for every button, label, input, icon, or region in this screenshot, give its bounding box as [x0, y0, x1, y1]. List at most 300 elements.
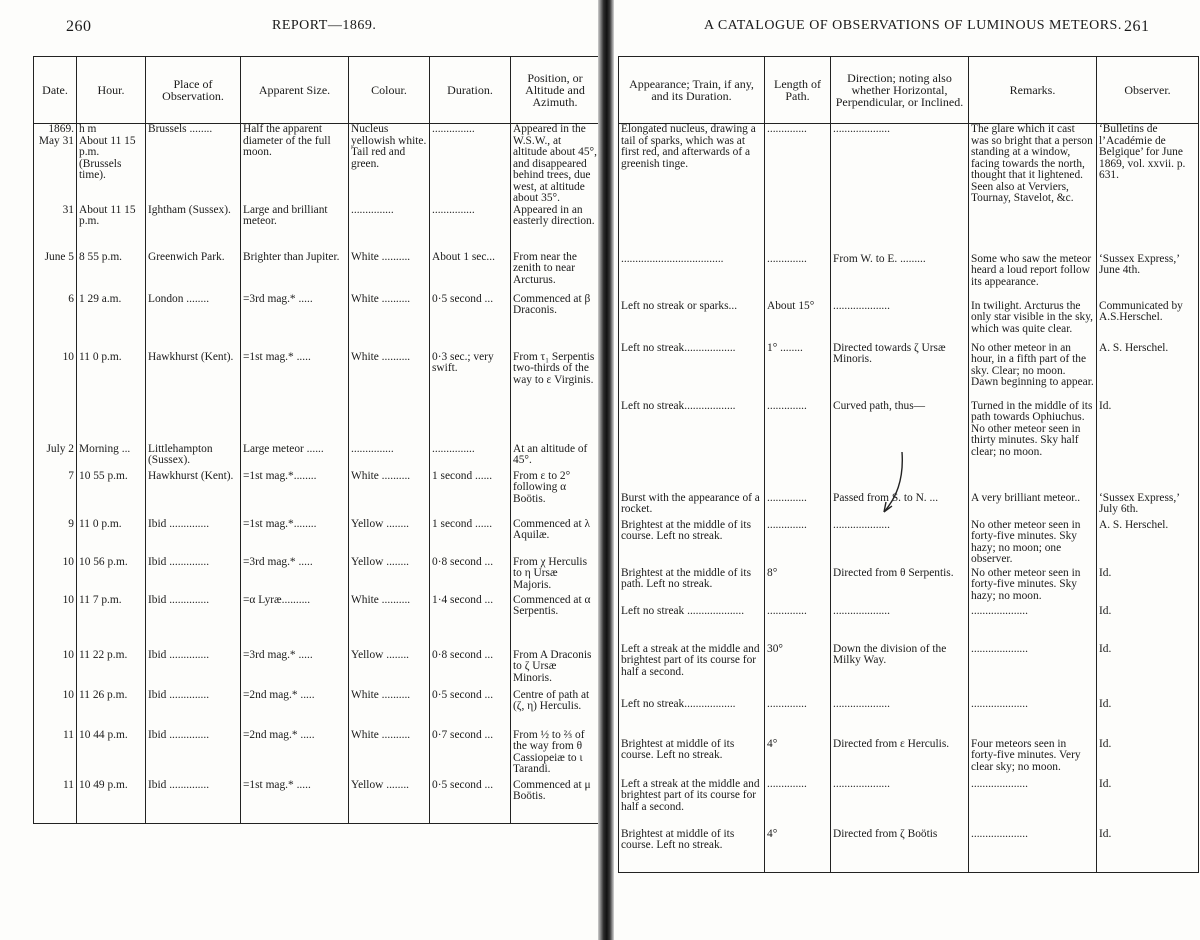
left-cell-date: [34, 444, 77, 471]
left-cell-hour: [77, 471, 146, 519]
right-cell-observer: [1097, 644, 1199, 699]
left-cell-colour: [349, 471, 430, 519]
left-cell-size: [241, 352, 349, 444]
right-cell-observer: [1097, 699, 1199, 739]
left-cell-colour: [349, 780, 430, 824]
right-cell-length: [765, 699, 831, 739]
left-text-place: Hawkhurst (Kent).: [148, 470, 234, 482]
left-cell-size: [241, 557, 349, 595]
right-cell-length: [765, 739, 831, 779]
right-text-observer: ‘Sussex Express,’ July 6th.: [1099, 492, 1180, 515]
left-cell-date: [34, 730, 77, 780]
left-cell-duration: [430, 352, 511, 444]
right-cell-observer: [1097, 301, 1199, 343]
right-cell-appearance: [619, 520, 765, 568]
left-cell-place: [146, 252, 241, 294]
right-cell-direction: [831, 343, 969, 401]
left-text-date: 10: [62, 351, 74, 363]
right-text-appearance: Elongated nucleus, drawing a tail of sparks, which was at first red, and afterwards of a greenish tinge.: [621, 123, 756, 170]
left-cell-colour: [349, 650, 430, 690]
right-cell-observer: [1097, 343, 1199, 401]
left-text-size: Large meteor ......: [243, 443, 324, 455]
right-cell-direction: [831, 699, 969, 739]
right-cell-direction: [831, 829, 969, 873]
left-cell-date: [34, 650, 77, 690]
left-cell-hour: [77, 294, 146, 352]
right-text-appearance: Brightest at the middle of its path. Left no streak.: [621, 567, 752, 590]
left-text-date: 10: [62, 594, 74, 606]
left-cell-size: [241, 650, 349, 690]
right-cell-length: [765, 254, 831, 301]
left-text-colour: White ..........: [351, 251, 411, 263]
right-cell-remarks: [969, 254, 1097, 301]
left-cell-duration: [430, 444, 511, 471]
right-text-length: ..............: [767, 778, 807, 790]
left-text-date: 11: [63, 729, 74, 741]
left-text-hour: About 11 15 p.m.: [79, 204, 136, 227]
left-cell-size: [241, 294, 349, 352]
left-row: [34, 444, 600, 471]
left-cell-place: [146, 780, 241, 824]
right-text-observer: Id.: [1099, 643, 1112, 655]
right-cell-direction: [831, 124, 969, 254]
right-text-remarks: No other meteor in an hour, in a fifth part of the sky. Clear; no moon. Dawn beginning to appear.: [971, 342, 1094, 388]
right-text-remarks: ....................: [971, 828, 1028, 840]
right-text-observer: Id.: [1099, 605, 1112, 617]
right-text-direction: Directed from ζ Boötis: [833, 828, 938, 840]
right-cell-length: [765, 829, 831, 873]
left-row: [34, 650, 600, 690]
right-text-remarks: A very brilliant meteor..: [971, 492, 1081, 504]
left-text-colour: Nucleus yellowish white. Tail red and green.: [351, 123, 427, 170]
right-row: [619, 254, 1199, 301]
right-text-length: ..............: [767, 492, 807, 504]
right-text-length: About 15°: [767, 300, 815, 312]
left-cell-date: [34, 780, 77, 824]
left-cell-date: [34, 352, 77, 444]
col-header-date: Date.: [34, 57, 77, 124]
left-row: [34, 780, 600, 824]
right-cell-remarks: [969, 124, 1097, 254]
left-cell-hour: [77, 124, 146, 205]
left-cell-place: [146, 557, 241, 595]
right-text-appearance: Left no streak ....................: [621, 605, 745, 617]
right-cell-remarks: [969, 644, 1097, 699]
col-header-direction: Direction; noting also whether Horizontal, Perpendicular, or Inclined.: [831, 57, 969, 124]
col-header-length: Length of Path.: [765, 57, 831, 124]
right-text-appearance: Brightest at the middle of its course. Left no streak.: [621, 519, 752, 542]
right-row: [619, 520, 1199, 568]
left-cell-date: [34, 595, 77, 650]
right-cell-observer: [1097, 401, 1199, 493]
left-cell-size: [241, 519, 349, 557]
right-cell-appearance: [619, 343, 765, 401]
right-text-appearance: Brightest at middle of its course. Left no streak.: [621, 828, 735, 851]
right-cell-length: [765, 343, 831, 401]
left-cell-hour: [77, 780, 146, 824]
left-cell-position: [511, 780, 600, 824]
right-text-direction: Directed from θ Serpentis.: [833, 567, 954, 579]
right-cell-direction: [831, 779, 969, 829]
left-cell-colour: [349, 205, 430, 252]
right-cell-appearance: [619, 779, 765, 829]
right-row: [619, 606, 1199, 644]
left-text-date: 6: [68, 293, 74, 305]
left-text-hour: 8 55 p.m.: [79, 251, 123, 263]
left-cell-position: [511, 730, 600, 780]
left-text-colour: White ..........: [351, 594, 411, 606]
left-header-row: [34, 57, 600, 124]
right-text-observer: Id.: [1099, 698, 1112, 710]
left-text-place: Littlehampton (Sussex).: [148, 443, 213, 466]
left-cell-date: [34, 252, 77, 294]
right-cell-remarks: [969, 520, 1097, 568]
right-text-remarks: ....................: [971, 643, 1028, 655]
left-text-date: 10: [62, 689, 74, 701]
right-text-direction: Directed towards ζ Ursæ Minoris.: [833, 342, 946, 365]
left-text-duration: 0·8 second ...: [432, 649, 494, 661]
right-cell-remarks: [969, 779, 1097, 829]
right-text-appearance: Left no streak..................: [621, 342, 736, 354]
left-text-position: Commenced at α Serpentis.: [513, 594, 591, 617]
right-cell-length: [765, 644, 831, 699]
left-row: [34, 730, 600, 780]
left-text-colour: White ..........: [351, 729, 411, 741]
right-cell-remarks: [969, 829, 1097, 873]
left-text-position: From χ Herculis to η Ursæ Majoris.: [513, 556, 588, 591]
right-text-direction: ....................: [833, 519, 890, 531]
running-head-left: REPORT—1869.: [272, 18, 377, 33]
right-text-remarks: No other meteor seen in forty-five minutes. Sky hazy; no moon; one observer.: [971, 519, 1081, 565]
left-text-duration: 0·5 second ...: [432, 779, 494, 791]
left-row: [34, 252, 600, 294]
left-cell-place: [146, 294, 241, 352]
left-cell-date: [34, 124, 77, 205]
col-header-observer: Observer.: [1097, 57, 1199, 124]
left-text-size: =3rd mag.* .....: [243, 556, 313, 568]
left-row: [34, 471, 600, 519]
right-text-observer: Id.: [1099, 738, 1112, 750]
col-header-duration: Duration.: [430, 57, 511, 124]
left-cell-place: [146, 519, 241, 557]
right-text-length: ..............: [767, 698, 807, 710]
left-row: [34, 690, 600, 730]
left-cell-position: [511, 650, 600, 690]
right-text-direction: ....................: [833, 605, 890, 617]
left-text-hour: 11 0 p.m.: [79, 518, 122, 530]
right-text-direction: Directed from ε Herculis.: [833, 738, 950, 750]
left-text-position: From A Draconis to ζ Ursæ Minoris.: [513, 649, 592, 684]
right-header-row: [619, 57, 1199, 124]
left-cell-size: [241, 595, 349, 650]
right-cell-direction: [831, 520, 969, 568]
left-row: [34, 205, 600, 252]
left-text-hour: Morning ...: [79, 443, 131, 455]
right-text-observer: A. S. Herschel.: [1099, 342, 1169, 354]
right-text-observer: Communicated by A.S.Herschel.: [1099, 300, 1183, 323]
right-cell-appearance: [619, 124, 765, 254]
right-cell-remarks: [969, 568, 1097, 606]
left-text-place: Ibid ..............: [148, 779, 210, 791]
left-cell-place: [146, 444, 241, 471]
right-text-length: ..............: [767, 605, 807, 617]
right-cell-remarks: [969, 301, 1097, 343]
left-text-hour: 10 49 p.m.: [79, 779, 128, 791]
left-cell-colour: [349, 352, 430, 444]
col-header-hour: Hour.: [77, 57, 146, 124]
right-text-direction: Down the division of the Milky Way.: [833, 643, 947, 666]
left-cell-date: [34, 557, 77, 595]
right-cell-observer: [1097, 254, 1199, 301]
right-cell-remarks: [969, 493, 1097, 520]
left-cell-duration: [430, 557, 511, 595]
left-text-date: 7: [68, 470, 74, 482]
left-cell-duration: [430, 780, 511, 824]
left-text-duration: 0·8 second ...: [432, 556, 494, 568]
left-text-date: 10: [62, 649, 74, 661]
left-cell-date: [34, 294, 77, 352]
right-text-appearance: Left no streak or sparks...: [621, 300, 738, 312]
left-text-size: =1st mag.*........: [243, 518, 317, 530]
left-cell-hour: [77, 690, 146, 730]
left-cell-colour: [349, 124, 430, 205]
right-text-remarks: Some who saw the meteor heard a loud report follow its appearance.: [971, 253, 1092, 288]
left-cell-hour: [77, 557, 146, 595]
left-cell-hour: [77, 444, 146, 471]
left-text-hour: 1 29 a.m.: [79, 293, 122, 305]
left-cell-hour: [77, 595, 146, 650]
right-text-direction: Passed from S. to N. ...: [833, 492, 939, 504]
left-cell-duration: [430, 294, 511, 352]
left-cell-duration: [430, 205, 511, 252]
left-text-place: London ........: [148, 293, 210, 305]
left-cell-place: [146, 352, 241, 444]
left-row: [34, 294, 600, 352]
right-cell-observer: [1097, 124, 1199, 254]
left-cell-date: [34, 471, 77, 519]
left-text-size: =1st mag.*........: [243, 470, 317, 482]
right-cell-length: [765, 301, 831, 343]
page-number-left: 260: [66, 18, 92, 35]
left-text-size: =2nd mag.* .....: [243, 729, 315, 741]
right-row: [619, 829, 1199, 873]
right-text-appearance: Burst with the appearance of a rocket.: [621, 492, 760, 515]
right-cell-direction: [831, 254, 969, 301]
left-row: [34, 557, 600, 595]
right-text-remarks: ....................: [971, 698, 1028, 710]
right-row: [619, 568, 1199, 606]
right-text-observer: Id.: [1099, 778, 1112, 790]
left-text-position: At an altitude of 45°.: [513, 443, 588, 466]
right-cell-appearance: [619, 301, 765, 343]
right-cell-appearance: [619, 606, 765, 644]
left-text-colour: White ..........: [351, 470, 411, 482]
left-text-place: Ibid ..............: [148, 594, 210, 606]
left-text-size: =α Lyræ..........: [243, 594, 311, 606]
left-text-position: Commenced at λ Aquilæ.: [513, 518, 591, 541]
left-cell-position: [511, 124, 600, 205]
left-cell-place: [146, 650, 241, 690]
left-text-duration: ...............: [432, 204, 475, 216]
left-cell-colour: [349, 444, 430, 471]
right-cell-observer: [1097, 568, 1199, 606]
left-cell-colour: [349, 519, 430, 557]
left-text-duration: 0·5 second ...: [432, 689, 494, 701]
left-cell-duration: [430, 650, 511, 690]
right-text-length: ..............: [767, 123, 807, 135]
right-cell-direction: [831, 644, 969, 699]
left-text-size: Half the apparent diameter of the full moon.: [243, 123, 331, 158]
right-text-remarks: Four meteors seen in forty-five minutes. Very clear sky; no moon.: [971, 738, 1081, 773]
left-cell-position: [511, 471, 600, 519]
col-header-colour: Colour.: [349, 57, 430, 124]
left-text-date: 10: [62, 556, 74, 568]
right-text-length: 8°: [767, 567, 778, 579]
left-text-hour: 10 55 p.m.: [79, 470, 128, 482]
left-cell-size: [241, 124, 349, 205]
left-text-position: Commenced at μ Boötis.: [513, 779, 591, 802]
left-text-colour: White ..........: [351, 689, 411, 701]
right-text-length: ..............: [767, 519, 807, 531]
right-text-observer: Id.: [1099, 567, 1112, 579]
year-label: 1869.: [48, 123, 74, 135]
left-cell-position: [511, 444, 600, 471]
left-text-size: =1st mag.* .....: [243, 779, 311, 791]
right-cell-appearance: [619, 644, 765, 699]
left-row: [34, 124, 600, 205]
left-cell-date: [34, 690, 77, 730]
right-cell-appearance: [619, 829, 765, 873]
left-cell-duration: [430, 252, 511, 294]
left-text-duration: 1·4 second ...: [432, 594, 494, 606]
left-text-place: Hawkhurst (Kent).: [148, 351, 234, 363]
right-cell-length: [765, 401, 831, 493]
right-cell-appearance: [619, 699, 765, 739]
right-cell-direction: [831, 568, 969, 606]
left-text-date: July 2: [46, 443, 74, 455]
right-text-observer: Id.: [1099, 828, 1112, 840]
right-text-appearance: Left no streak..................: [621, 400, 736, 412]
right-text-remarks: No other meteor seen in forty-five minutes. Sky hazy; no moon.: [971, 567, 1081, 602]
left-cell-colour: [349, 730, 430, 780]
left-text-date: May 31: [38, 134, 74, 147]
right-text-direction: ....................: [833, 300, 890, 312]
left-cell-place: [146, 124, 241, 205]
left-text-size: =3rd mag.* .....: [243, 649, 313, 661]
right-cell-length: [765, 520, 831, 568]
right-text-remarks: The glare which it cast was so bright that a person standing at a window, facing towards the north, thought that it lightened. Seen also at Verviers, Tournay, Stavelot, &c.: [971, 123, 1093, 204]
left-cell-place: [146, 595, 241, 650]
left-text-size: =2nd mag.* .....: [243, 689, 315, 701]
right-cell-appearance: [619, 401, 765, 493]
right-text-length: ..............: [767, 253, 807, 265]
right-cell-remarks: [969, 401, 1097, 493]
running-head-right: A CATALOGUE OF OBSERVATIONS OF LUMINOUS METEORS.: [704, 18, 1122, 33]
right-text-direction: ....................: [833, 698, 890, 710]
left-text-date: 31: [62, 204, 74, 216]
right-text-appearance: Left no streak..................: [621, 698, 736, 710]
right-cell-observer: [1097, 779, 1199, 829]
right-cell-length: [765, 493, 831, 520]
left-text-place: Ibid ..............: [148, 689, 210, 701]
right-cell-length: [765, 124, 831, 254]
left-text-place: Ibid ..............: [148, 649, 210, 661]
col-header-position: Position, or Altitude and Azimuth.: [511, 57, 600, 124]
left-cell-size: [241, 780, 349, 824]
right-cell-remarks: [969, 699, 1097, 739]
right-cell-observer: [1097, 493, 1199, 520]
left-cell-position: [511, 557, 600, 595]
left-text-place: Ibid ..............: [148, 729, 210, 741]
left-text-hour: About 11 15 p.m. (Brussels time).: [79, 134, 136, 181]
left-text-colour: White ..........: [351, 351, 411, 363]
left-text-duration: 1 second ......: [432, 470, 493, 482]
right-text-direction: From W. to E. .........: [833, 253, 926, 265]
right-text-direction: ....................: [833, 778, 890, 790]
right-text-observer: Id.: [1099, 400, 1112, 412]
col-header-place: Place of Observation.: [146, 57, 241, 124]
page-number-right: 261: [1124, 18, 1150, 35]
right-row: [619, 644, 1199, 699]
left-text-duration: 1 second ......: [432, 518, 493, 530]
right-cell-observer: [1097, 739, 1199, 779]
left-row: [34, 352, 600, 444]
right-text-remarks: ....................: [971, 605, 1028, 617]
left-text-duration: ...............: [432, 443, 475, 455]
right-row: [619, 779, 1199, 829]
left-cell-date: [34, 205, 77, 252]
right-text-length: 4°: [767, 828, 778, 840]
curved-path-sketch: [874, 450, 914, 520]
right-text-direction: Curved path, thus—: [833, 400, 926, 412]
left-text-position: Appeared in the W.S.W., at altitude about 45°, and disappeared behind trees, due west, at altitude about 35°.: [513, 123, 597, 204]
right-text-remarks: ....................: [971, 778, 1028, 790]
right-text-appearance: Left a streak at the middle and brightest part of its course for half a second.: [621, 778, 760, 813]
col-header-remarks: Remarks.: [969, 57, 1097, 124]
left-text-duration: 0·3 sec.; very swift.: [432, 351, 494, 374]
left-text-position: From ½ to ⅔ of the way from θ Cassiopeiæ to ι Tarandi.: [513, 729, 585, 775]
right-cell-length: [765, 568, 831, 606]
right-text-remarks: In twilight. Arcturus the only star visible in the sky, which was quite clear.: [971, 300, 1094, 335]
right-text-length: ..............: [767, 400, 807, 412]
left-cell-size: [241, 444, 349, 471]
right-cell-appearance: [619, 254, 765, 301]
right-cell-appearance: [619, 739, 765, 779]
left-text-colour: Yellow ........: [351, 556, 410, 568]
left-cell-size: [241, 205, 349, 252]
right-text-observer: A. S. Herschel.: [1099, 519, 1169, 531]
left-text-duration: 0·5 second ...: [432, 293, 494, 305]
left-text-colour: Yellow ........: [351, 518, 410, 530]
right-row: [619, 699, 1199, 739]
left-text-position: From near the zenith to near Arcturus.: [513, 251, 577, 286]
left-text-duration: About 1 sec...: [432, 251, 495, 263]
right-cell-remarks: [969, 739, 1097, 779]
left-cell-hour: [77, 205, 146, 252]
left-cell-place: [146, 730, 241, 780]
right-text-appearance: Brightest at middle of its course. Left no streak.: [621, 738, 735, 761]
left-cell-colour: [349, 690, 430, 730]
col-header-appearance: Appearance; Train, if any, and its Duration.: [619, 57, 765, 124]
left-text-duration: 0·7 second ...: [432, 729, 494, 741]
right-cell-length: [765, 779, 831, 829]
left-cell-position: [511, 294, 600, 352]
left-text-size: =1st mag.* .....: [243, 351, 311, 363]
right-row: [619, 124, 1199, 254]
col-header-size: Apparent Size.: [241, 57, 349, 124]
left-cell-position: [511, 519, 600, 557]
left-text-place: Ightham (Sussex).: [148, 204, 231, 216]
